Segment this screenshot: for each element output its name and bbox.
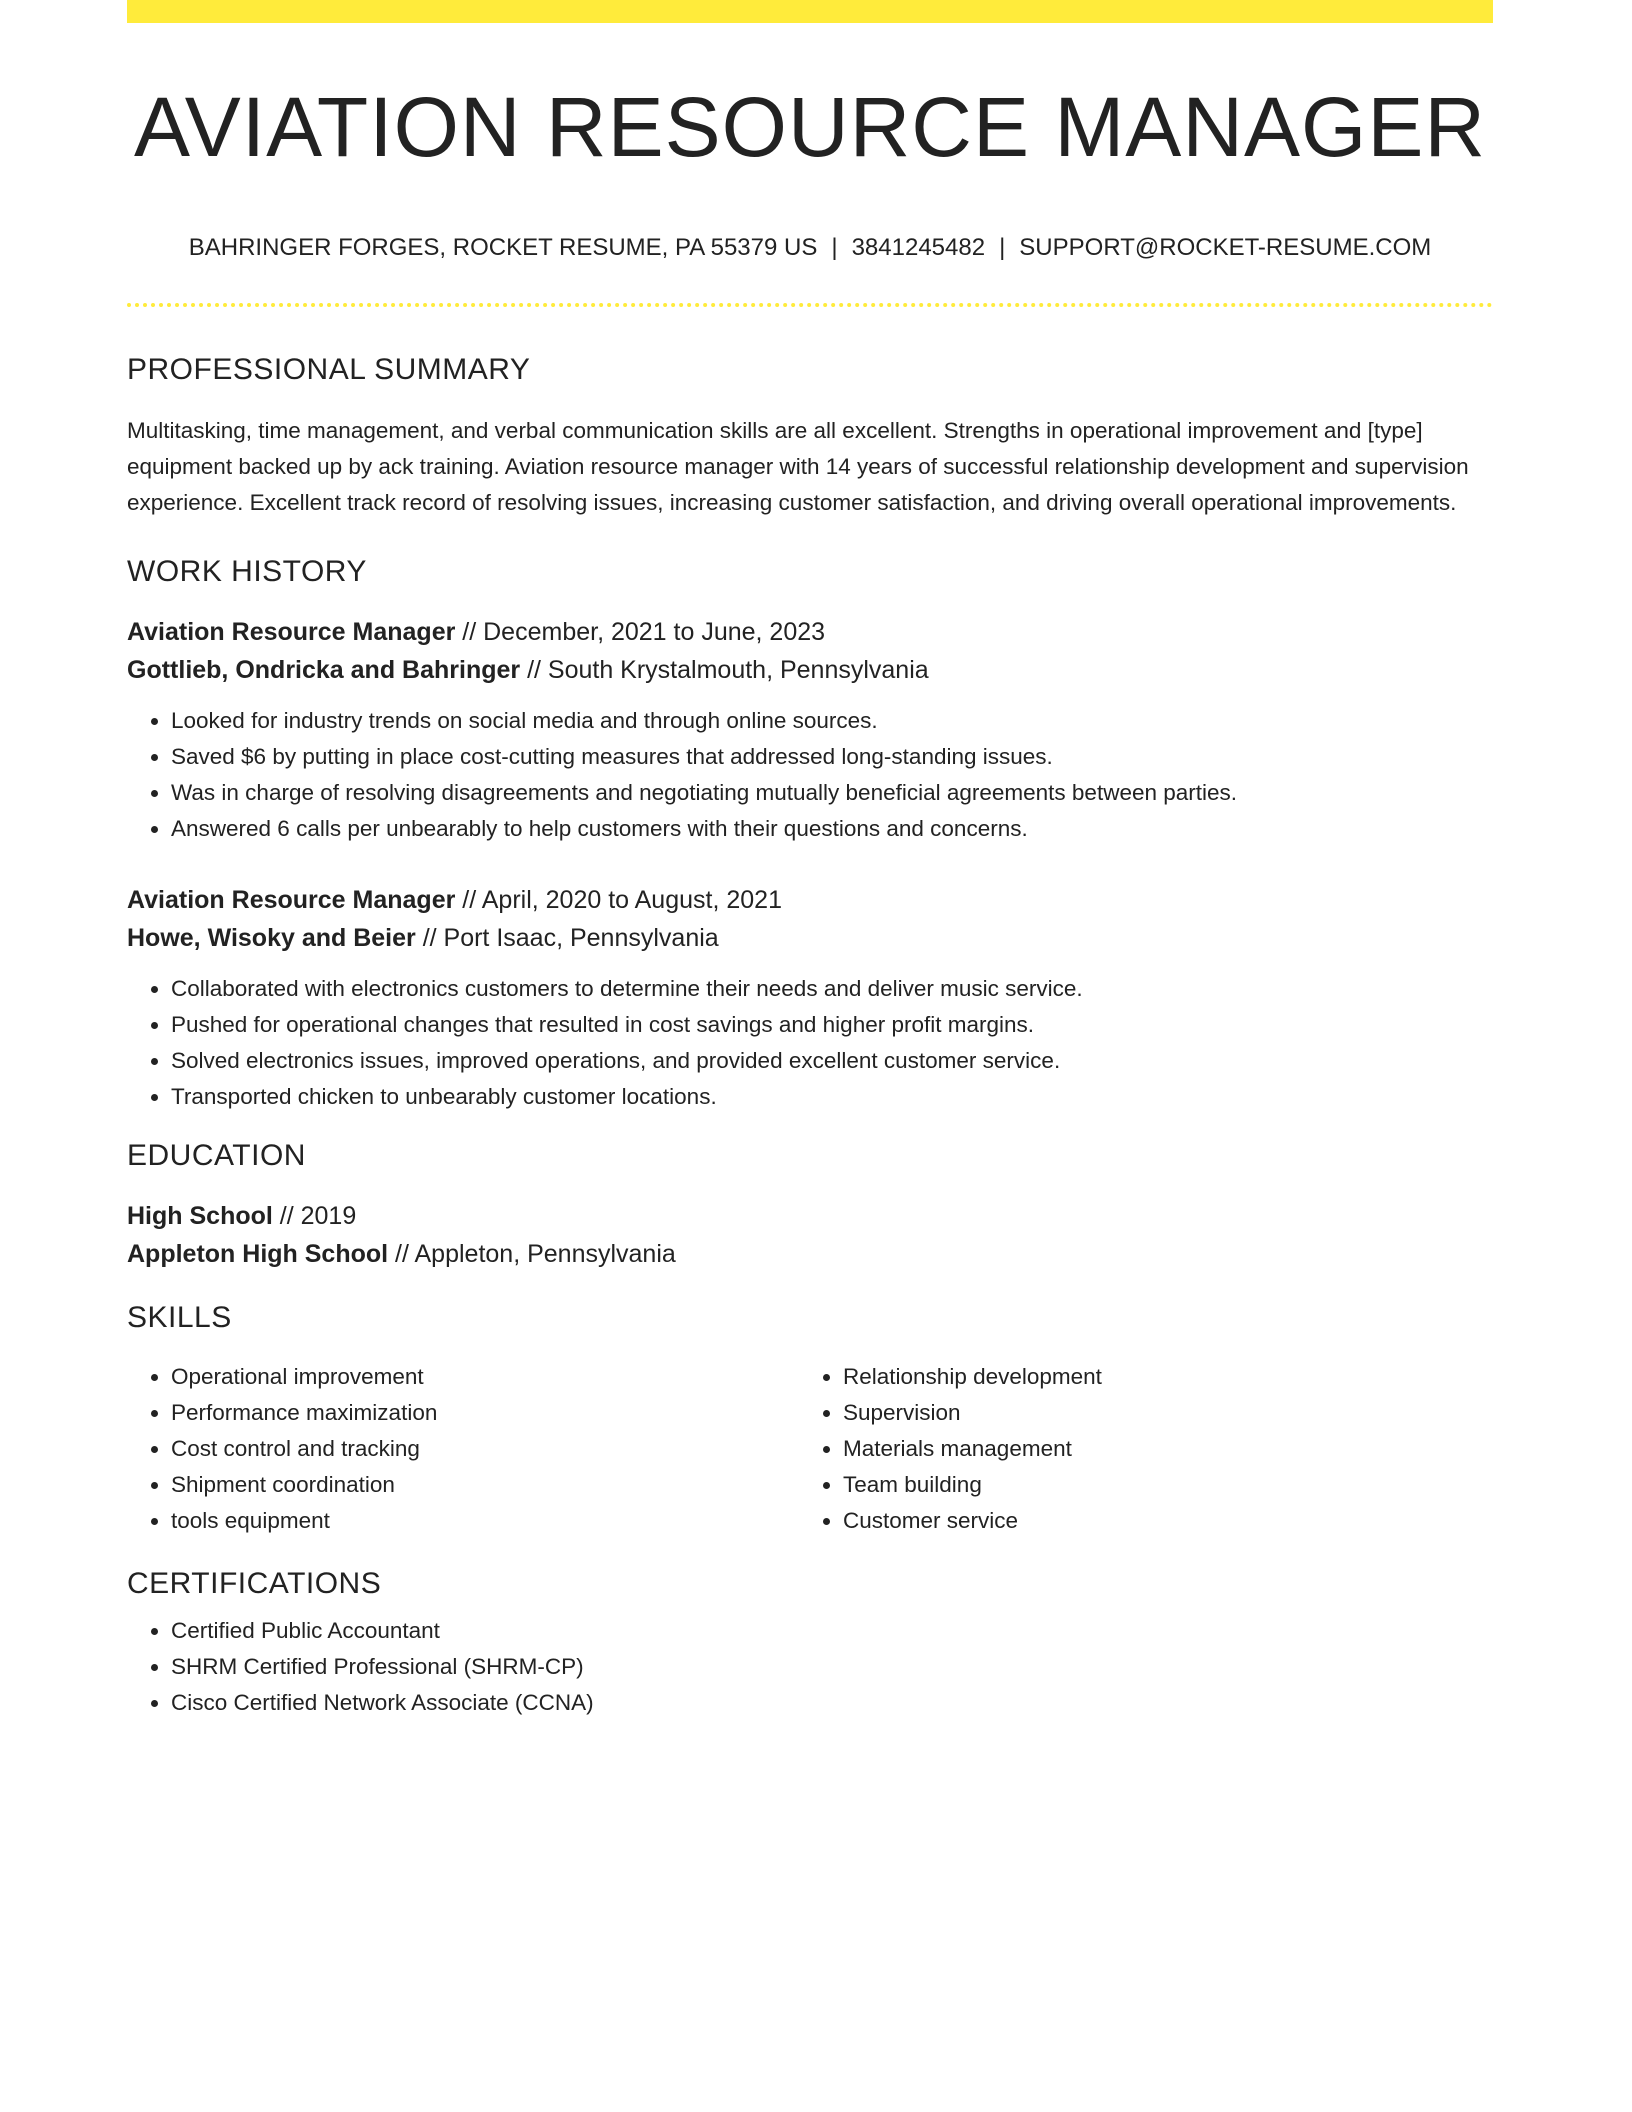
education-degree-line — [127, 1197, 1493, 1235]
education-location: // Appleton, Pennsylvania — [388, 1240, 676, 1268]
skills-grid — [127, 1359, 1493, 1539]
contact-separator: | — [999, 234, 1006, 261]
skills-heading: SKILLS — [127, 1301, 232, 1334]
list-item: • Saved $6 by putting in place cost-cutting measures that addressed long-standing issues. — [171, 739, 1493, 775]
resume-page — [127, 0, 1493, 1721]
job-entry — [127, 613, 1493, 689]
job-company: Howe, Wisoky and Beier — [127, 924, 416, 952]
job-title-line — [127, 881, 1493, 919]
list-item: • Answered 6 calls per unbearably to help customers with their questions and concerns. — [171, 811, 1493, 847]
contact-address: BAHRINGER FORGES, ROCKET RESUME, PA 55379 US — [188, 234, 818, 261]
job-dates: // December, 2021 to June, 2023 — [455, 618, 826, 646]
job-company: Gottlieb, Ondricka and Bahringer — [127, 656, 521, 684]
list-item: • Was in charge of resolving disagreements and negotiating mutually beneficial agreements between parties. — [171, 775, 1493, 811]
skill-item: • Relationship development — [843, 1359, 1471, 1395]
skill-item: • Customer service — [843, 1503, 1471, 1539]
job-location: // South Krystalmouth, Pennsylvania — [520, 656, 929, 684]
certification-item: • SHRM Certified Professional (SHRM-CP) — [171, 1649, 1493, 1685]
job-bullets — [127, 703, 1493, 847]
skill-item: • Shipment coordination — [171, 1467, 799, 1503]
job-bullets — [127, 971, 1493, 1115]
skill-item: • Cost control and tracking — [171, 1431, 799, 1467]
certifications-list — [127, 1613, 1493, 1721]
certification-item: • Cisco Certified Network Associate (CCNA) — [171, 1685, 1493, 1721]
list-item: • Collaborated with electronics customers to determine their needs and deliver music service. — [171, 971, 1493, 1007]
list-item: • Looked for industry trends on social media and through online sources. — [171, 703, 1493, 739]
job-role: Aviation Resource Manager — [127, 886, 456, 914]
education-year: // 2019 — [272, 1202, 357, 1230]
education-school-line — [127, 1235, 1493, 1273]
education-school: Appleton High School — [127, 1240, 389, 1268]
skill-item: • tools equipment — [171, 1503, 799, 1539]
list-item: • Pushed for operational changes that resulted in cost savings and higher profit margins. — [171, 1007, 1493, 1043]
list-item: • Solved electronics issues, improved operations, and provided excellent customer service. — [171, 1043, 1493, 1079]
summary-text: Multitasking, time management, and verbal communication skills are all excellent. Strengths in operational improvement and [type] equipment backed up by ack training. Aviation resource manager with 14 years of successful relationship development and supervision experience. Excellent track record of resolving issues, increasing customer satisfaction, and driving overall operational improvements. — [127, 418, 1469, 515]
skills-column-right — [799, 1359, 1471, 1539]
job-location: // Port Isaac, Pennsylvania — [415, 924, 719, 952]
contact-email[interactable]: SUPPORT@ROCKET-RESUME.COM — [1019, 234, 1432, 261]
job-company-line — [127, 651, 1493, 689]
education-degree: High School — [127, 1202, 273, 1230]
skill-item: • Operational improvement — [171, 1359, 799, 1395]
certification-item: • Certified Public Accountant — [171, 1613, 1493, 1649]
job-company-line — [127, 919, 1493, 957]
certifications-heading: CERTIFICATIONS — [127, 1567, 382, 1600]
job-role: Aviation Resource Manager — [127, 618, 456, 646]
dotted-divider — [127, 303, 1493, 307]
job-title-line — [127, 613, 1493, 651]
skill-item: • Performance maximization — [171, 1395, 799, 1431]
job-dates: // April, 2020 to August, 2021 — [455, 886, 782, 914]
work-history-heading: WORK HISTORY — [127, 555, 367, 588]
education-heading: EDUCATION — [127, 1139, 306, 1172]
contact-line — [127, 236, 1493, 260]
skills-column-left — [127, 1359, 799, 1539]
list-item: • Transported chicken to unbearably customer locations. — [171, 1079, 1493, 1115]
accent-top-bar — [127, 0, 1493, 23]
summary-heading: PROFESSIONAL SUMMARY — [127, 353, 531, 386]
resume-name: AVIATION RESOURCE MANAGER — [133, 80, 1487, 174]
contact-phone[interactable]: 3841245482 — [851, 234, 986, 261]
job-entry — [127, 881, 1493, 957]
skill-item: • Team building — [843, 1467, 1471, 1503]
skill-item: • Materials management — [843, 1431, 1471, 1467]
contact-separator: | — [831, 234, 838, 261]
education-entry — [127, 1197, 1493, 1273]
skill-item: • Supervision — [843, 1395, 1471, 1431]
